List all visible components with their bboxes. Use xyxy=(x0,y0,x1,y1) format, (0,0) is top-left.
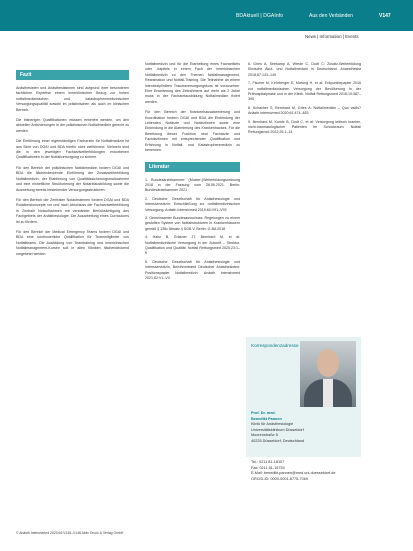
section-name: Aus den Verbänden xyxy=(309,13,353,19)
paragraph: Anästhesisten und Anästhesistinnen sind aufgrund ihrer besonderen fachlichen Expertise einem innerklinischen Bezug zur hohen notfallmedizinischen und katastrophenmedizinischen Versorgungsqualität sowohl im präklinischen als auch im klinischen Bereich. xyxy=(16,86,129,112)
correspondence-box xyxy=(246,337,361,457)
column-left xyxy=(16,70,129,262)
column-right xyxy=(248,62,361,139)
column-middle xyxy=(145,62,240,284)
address-line: Universitätsklinikum Düsseldorf xyxy=(251,427,304,432)
reference-item: 2. Deutsche Gesellschaft für Anästhesiologie und Intensivmedizin: Entschließung zur notfallmedizinischen Versorgung. Anästh Intensivmed 2019;60:V91–V93 xyxy=(145,196,240,212)
author-name: Benedikt Pannen xyxy=(251,416,282,421)
phone: Tel.: 0211 81-18107 xyxy=(251,460,285,464)
reference-item: 5. Deutsche Gesellschaft für Anästhesiologie und Intensivmedizin, Berufsverband Deutscher Anästhesisten: Positionspapier Notfallmedizin. Anästh Intensivmed 2021;62:V1–V4 xyxy=(145,259,240,280)
page-number: V147 xyxy=(379,13,391,19)
subnav: News | Information | Events xyxy=(305,34,359,39)
address-line: Moorenstraße 5 xyxy=(251,433,278,438)
correspondence-address xyxy=(251,411,359,445)
orcid: ORCID-ID: 0000-0001-6775-7069 xyxy=(251,476,308,481)
literature-list xyxy=(145,178,240,282)
reference-item: 3. Gemeinsamer Bundesausschuss: Regelungen zu einem gestuften System von Notfallstrukturen in Krankenhäusern gemäß § 136c Absatz 4 SGB V. Berlin: G-BA 2018 xyxy=(145,215,240,231)
paragraph: Für den Bereich der präklinischen Notfallmedizin fordern DGAI und BDA die flächendeckende Einführung der Zusatzweiterbildung Notfallmedizin, der Etablierung von Qualitätssicherungsmaßnahmen und eine einheitliche Strukturierung der Notarztausbildung sowie die Ausweitung bereits bestehender Versorgungsstrukturen. xyxy=(16,165,129,192)
reference-item: 8. Schacher S, Bernhard M, Gries A: Notfallmedizin – Quo vadis? Anästh Intensivmed 2020;61:474–483 xyxy=(248,105,361,116)
paragraph: Für den Bereich der Krankenhausalarmierung und Koordination fordern DGAI und BDA die Einbindung der Leitenden Notärzte und Notärztinnen sowie eine Einbindung in die Alarmierung des Krankenhauses. Für die Besetzung dieser Funktion sind Fachärzte und Fachärztinnen mit entsprechender Qualifikation und Erfahrung in Notfall- und Katastrophenmedizin zu benennen. xyxy=(145,110,240,153)
reference-item: 9. Bernhard M, Kumle B, Dodt C, et al: Versorgung kritisch kranker, nicht-traumatologischer Patienten im Schockraum. Notfall Rettungsmed 2022;25:1–14 xyxy=(248,119,361,135)
fazit-heading: Fazit xyxy=(16,70,129,80)
paragraph: Die Einführung einer eigenständigen Facharztin für Notfallmedizin ist aus Sicht von DGAI und BDA hierfür nicht zielführend. Vielmehr sind die in den jeweiligen Facharztweiterbildungen erworbenen Qualifikationen in der Notfallversorgung zu sichern. xyxy=(16,139,129,160)
correspondence-heading: Korrespondenzadresse xyxy=(251,343,299,348)
contact-info xyxy=(251,460,361,482)
paragraph: Notfallmedizin und für die Erarbeitung eines Fachartikels oder -kapitels in einem Fach der innerklinischen Notfallmedizin zu den Themen Notfallmanagement, Reanimation und Notfall-Training. Die Teilnahme an einem interdisziplinären Traumaversorgungskurs ist vorzusehen. Eine Erweiterung des Zeitrahmens auf mehr als 2 Jahre muss in der Facharztausbildung Notfallmedizin fixiert werden. xyxy=(145,62,240,104)
address-line: 40225 Düsseldorf, Deutschland xyxy=(251,438,304,443)
email-link[interactable]: E-Mail: benedikt.pannen@med.uni-duesseldorf.de xyxy=(251,471,336,476)
address-line: Klinik für Anästhesiologie xyxy=(251,422,294,427)
journal-name: BDAktuell | DGAInfo xyxy=(236,13,284,19)
paragraph: Für den Bereich der Medical Emergency Teams fordern DGAI und BDA eine kontinuierliche Qualifikation für Teammitglieder von Notfallteams. Die Ausbildung von Teamtraining und innerklinischen Notfallmanagement-Kursen soll in allen Kliniken flächendeckend umgesetzt werden. xyxy=(16,229,129,256)
reference-item: 4. Hahn B, Gräsner JT, Bernhard M, et al: Notfallmedizinische Versorgung in der Zukunft – Struktur, Qualifikation und Qualität. Notfall Rettungsmed 2020;23:1–9 xyxy=(145,235,240,256)
author-photo xyxy=(300,341,356,407)
header-bar xyxy=(0,0,413,31)
paragraph: Die bisherigen Qualifikationen müssen erweitert werden, um den aktuellen Anforderungen in der präklinischen Notfallmedizin gerecht zu werden. xyxy=(16,118,129,133)
reference-item: 7. Fischer M, Kehrberger E, Marung H, et al: Eckpunktepapier 2016 zur notfallmedizinischen Versorgung der Bevölkerung in der Prähospitalphase und in der Klinik. Notfall Rettungsmed 2016;19:387–395 xyxy=(248,81,361,102)
reference-item: 1. Bundesärztekammer: (Muster-)Weiterbildungsordnung 2018 in der Fassung vom 26.06.2021. Berlin: Bundesärztekammer 2021 xyxy=(145,177,240,193)
paragraph: Für den Bereich der Zentralen Notaufnahmen fordern DGAI und BDA Rotationskonzepte vor und nach Abschluss der Facharztweiterbildung in Zentrale Notaufnahmen mit verstärkter Berücksichtigung des Fachgebiets der Anästhesiologie. Die Ausarbeitung eines Curriculums ist zu fördern. xyxy=(16,197,129,224)
reference-item: 6. Gries A, Seekamp A, Wrede C, Dodt C: Zusatz-Weiterbildung Klinische Akut- und Notfallmedizin in Deutschland. Anaesthesist 2018;67:143–149 xyxy=(248,62,361,77)
author-title: Prof. Dr. med. xyxy=(251,411,276,415)
fax: Fax: 0211 81-16753 xyxy=(251,465,285,470)
literature-heading: Literatur xyxy=(145,162,240,172)
footer: © Anästh Intensivmed 2023;64:V145–V148 Aktiv Druck & Verlag GmbH xyxy=(16,531,124,535)
